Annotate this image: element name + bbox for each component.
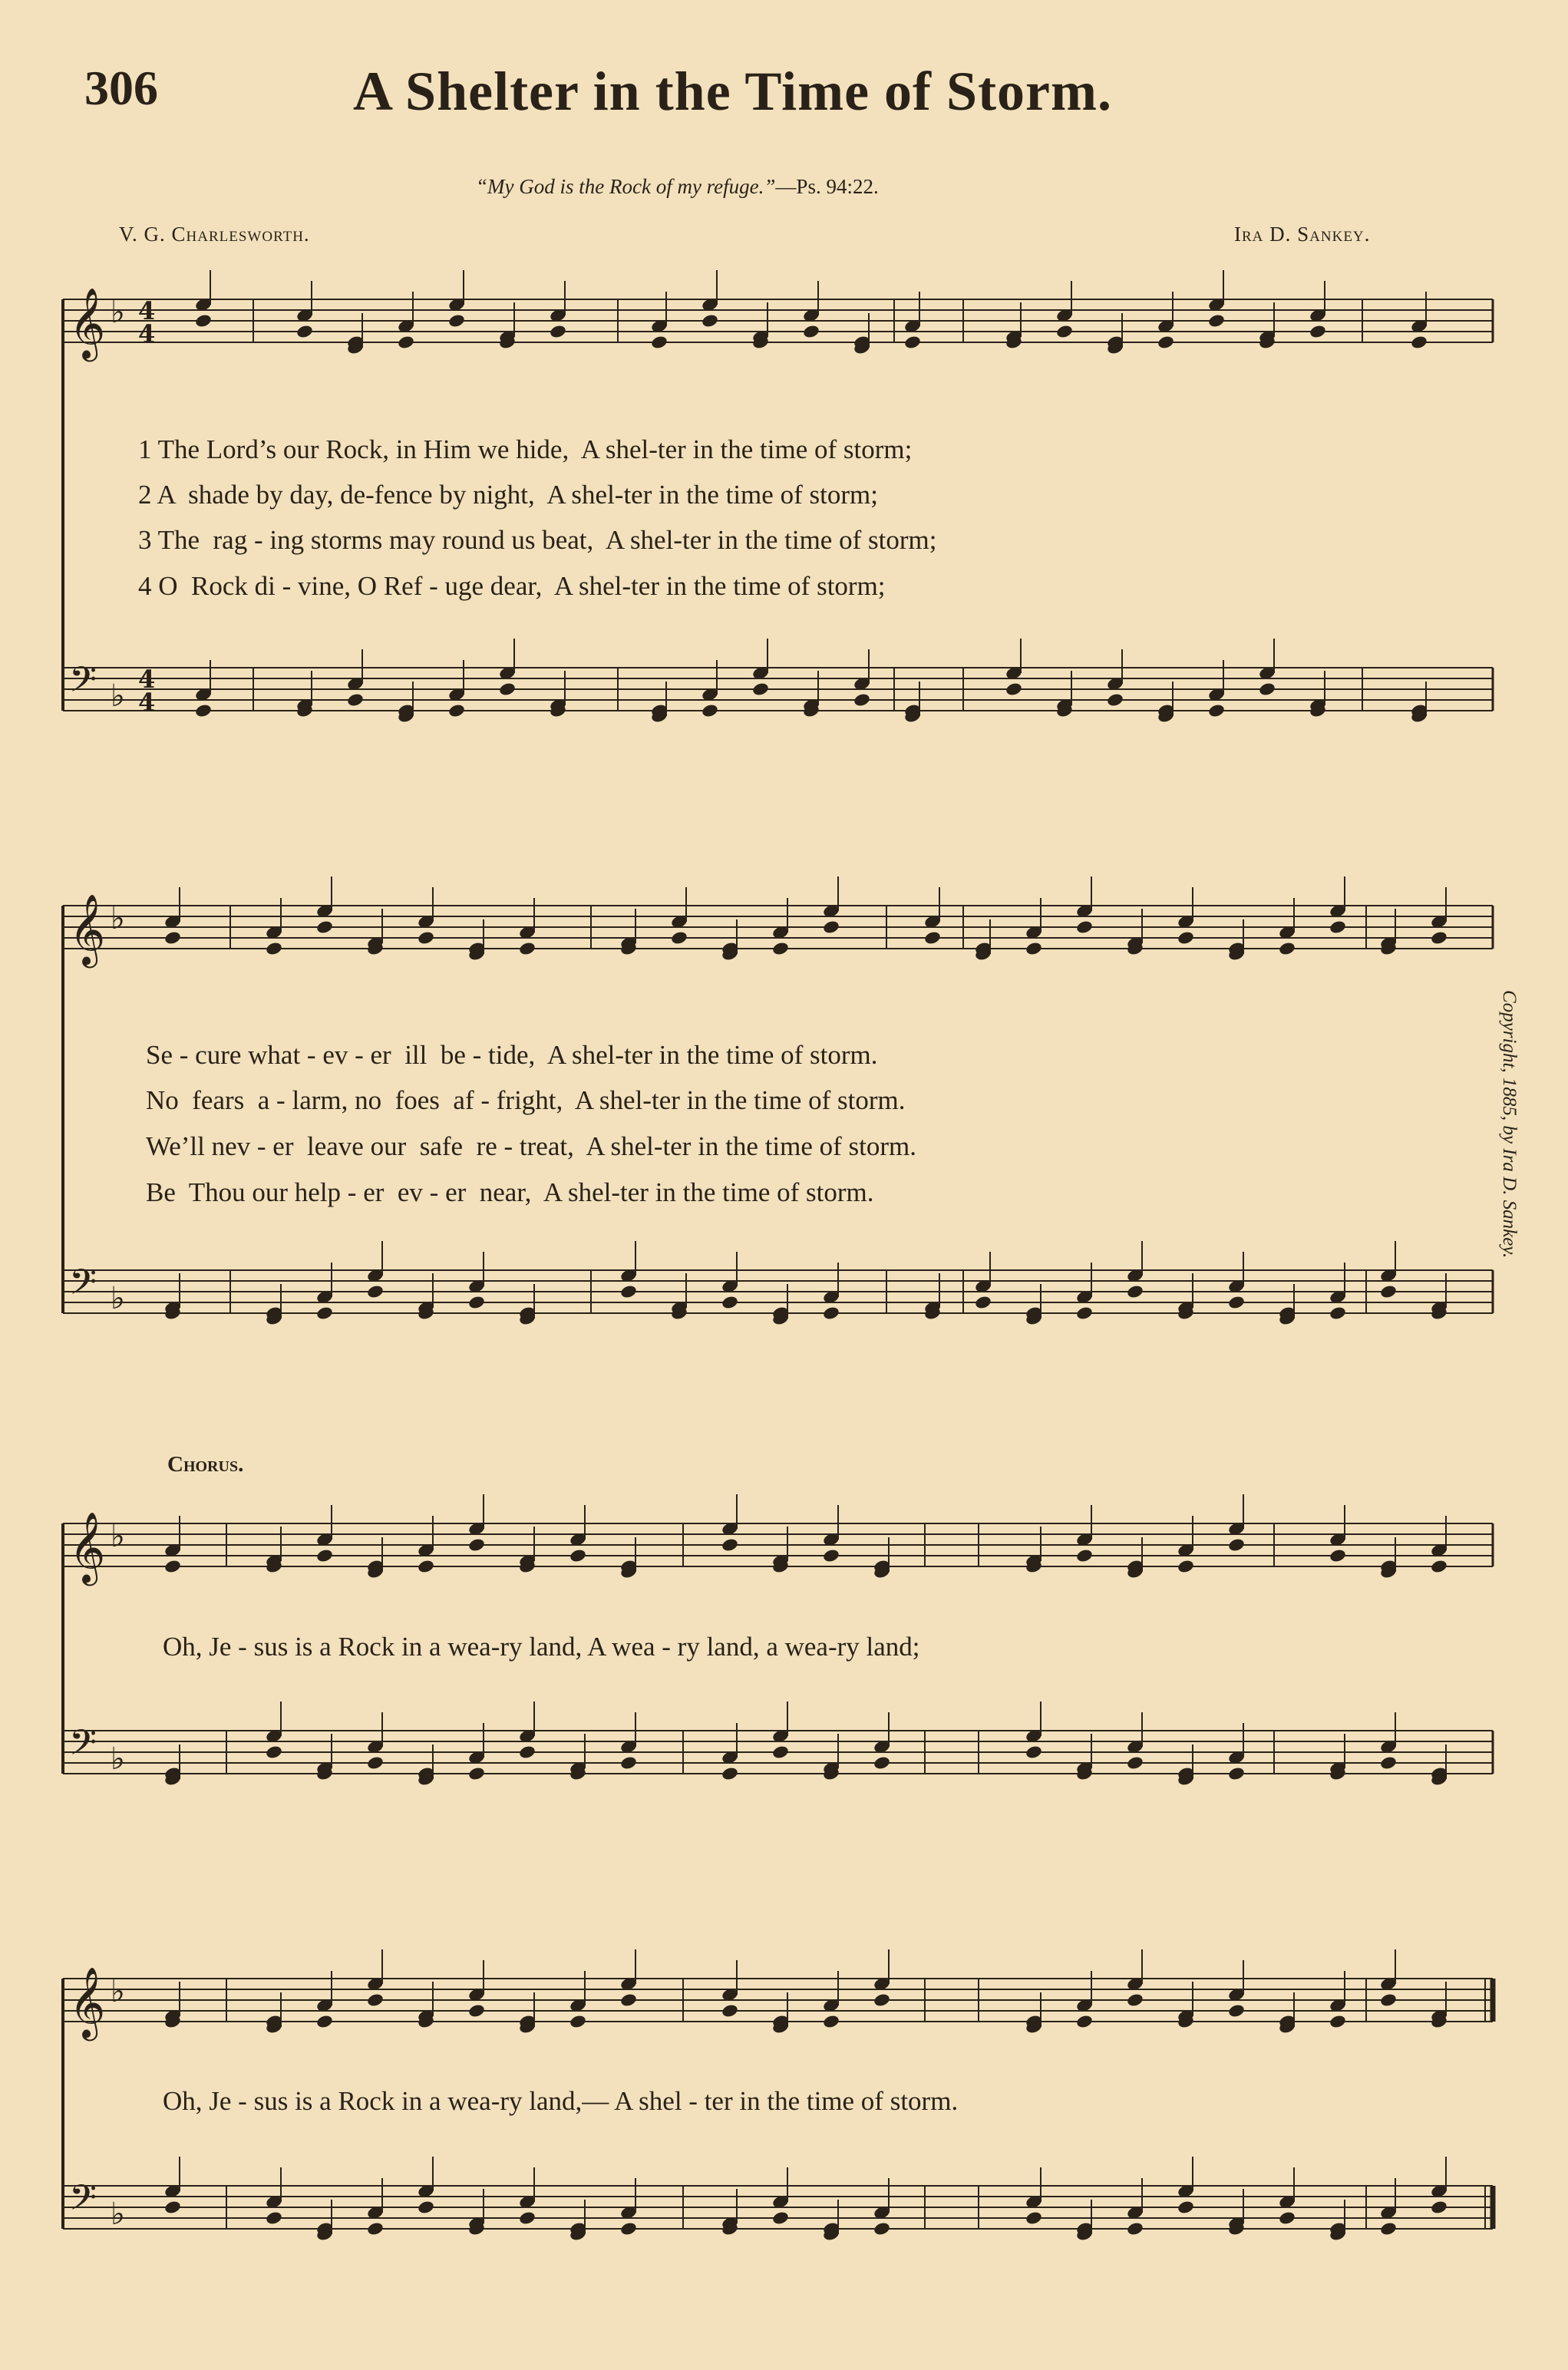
treble-clef-icon: 𝄞 [69, 1966, 106, 2038]
author-credit: V. G. Charlesworth. [119, 223, 310, 246]
note-head [771, 1744, 790, 1760]
note-head [498, 682, 517, 697]
flat-key-signature-icon: ♭ [111, 1519, 125, 1554]
note-head [721, 1295, 739, 1310]
note-head [771, 941, 790, 956]
note-head [366, 1755, 385, 1771]
flat-key-signature-icon: ♭ [111, 1741, 125, 1777]
note-head [822, 919, 840, 935]
note-head [771, 2210, 790, 2226]
note-head [670, 930, 688, 946]
bass-clef-icon: 𝄢 [69, 659, 97, 709]
note-head [903, 335, 922, 350]
time-signature-top: 4 [138, 665, 156, 694]
chorus-label: Chorus. [167, 1452, 244, 1477]
note-head [1126, 2221, 1144, 2236]
verse-1-line-2: Se - cure what - ev - er ill be - tide, A shel-ter in the time of storm. [146, 1040, 878, 1070]
note-head [923, 930, 942, 946]
note-head [518, 941, 536, 956]
note-head [853, 692, 871, 708]
note-head [194, 703, 213, 718]
flat-key-signature-icon: ♭ [111, 295, 125, 330]
composer-credit: Ira D. Sankey. [1234, 223, 1371, 246]
note-head [1430, 2200, 1448, 2215]
note-head [1005, 682, 1023, 697]
note-head [366, 1992, 385, 2008]
note-head [265, 1744, 283, 1760]
verse-2-line-1: 2 A shade by day, de-fence by night, A shel-ter in the time of storm; [138, 480, 878, 510]
verse-4-line-2: Be Thou our help - er ev - er near, A shel-ter in the time of storm. [146, 1177, 874, 1207]
note-head [265, 2210, 283, 2226]
note-head [397, 335, 415, 350]
note-head [1106, 692, 1124, 708]
note-head [1309, 324, 1327, 339]
time-signature-bottom: 4 [138, 688, 156, 717]
epigraph-reference: —Ps. 94:22. [775, 175, 879, 198]
bass-clef-icon: 𝄢 [69, 2177, 97, 2227]
hymn-title: A Shelter in the Time of Storm. [353, 61, 1112, 122]
note-head [650, 335, 668, 350]
note-head [467, 1766, 486, 1781]
chorus-line-1: Oh, Je - sus is a Rock in a wea-ry land, A wea - ry land, a wea-ry land; [163, 1632, 920, 1662]
note-head [1177, 1559, 1195, 1574]
note-head [1126, 1992, 1144, 2008]
treble-clef-icon: 𝄞 [69, 893, 106, 965]
note-head [194, 313, 213, 328]
note-head [822, 2014, 840, 2029]
note-head [315, 1305, 334, 1321]
note-head [1329, 919, 1347, 935]
note-head [1278, 941, 1296, 956]
note-head [1157, 335, 1175, 350]
flat-key-signature-icon: ♭ [111, 901, 125, 936]
note-head [822, 1305, 840, 1321]
note-head [1329, 1548, 1347, 1563]
note-head [1075, 1548, 1094, 1563]
note-head [1177, 2200, 1195, 2215]
note-head [974, 1295, 992, 1310]
note-head [417, 930, 435, 946]
note-head [1379, 1755, 1398, 1771]
note-head [619, 2221, 638, 2236]
note-head [1075, 919, 1094, 935]
note-head [467, 2003, 486, 2018]
note-head [1227, 1295, 1246, 1310]
note-head [1329, 2014, 1347, 2029]
note-head [163, 1559, 182, 1574]
note-head [1379, 2221, 1398, 2236]
note-head [619, 1755, 638, 1771]
bass-clef-icon: 𝄢 [69, 1722, 97, 1772]
note-head [1207, 703, 1226, 718]
note-head [346, 692, 365, 708]
note-head [721, 2003, 739, 2018]
note-head [1025, 2210, 1043, 2226]
note-head [873, 1992, 891, 2008]
note-head [1227, 1537, 1246, 1553]
note-head [265, 941, 283, 956]
note-head [315, 2014, 334, 2029]
note-head [1379, 1284, 1398, 1299]
note-head [619, 1284, 638, 1299]
note-head [1025, 941, 1043, 956]
note-head [315, 919, 334, 935]
note-head [751, 682, 770, 697]
note-head [1207, 313, 1226, 328]
note-head [1055, 324, 1074, 339]
note-head [1410, 335, 1428, 350]
note-head [1379, 1992, 1398, 2008]
chorus-line-2: Oh, Je - sus is a Rock in a wea-ry land,— A shel - ter in the time of storm. [163, 2086, 959, 2116]
flat-key-signature-icon: ♭ [111, 2197, 125, 2232]
note-head [1227, 1766, 1246, 1781]
flat-key-signature-icon: ♭ [111, 1974, 125, 2009]
note-head [1025, 1744, 1043, 1760]
note-head [701, 313, 719, 328]
verse-4-line-1: 4 O Rock di - vine, O Ref - uge dear, A shel-ter in the time of storm; [138, 571, 886, 601]
note-head [366, 2221, 385, 2236]
note-head [1177, 930, 1195, 946]
bass-clef-icon: 𝄢 [69, 1262, 97, 1312]
epigraph-quote: “My God is the Rock of my refuge.” [476, 175, 776, 198]
note-head [467, 1537, 486, 1553]
note-head [1430, 930, 1448, 946]
note-head [721, 1766, 739, 1781]
note-head [366, 1284, 385, 1299]
time-signature-bottom: 4 [138, 319, 156, 348]
note-head [873, 2221, 891, 2236]
note-head [1126, 1755, 1144, 1771]
flat-key-signature-icon: ♭ [111, 678, 125, 714]
note-head [569, 2014, 587, 2029]
note-head [1430, 1559, 1448, 1574]
verse-1-line-1: 1 The Lord’s our Rock, in Him we hide, A shel-ter in the time of storm; [138, 434, 913, 464]
note-head [417, 2200, 435, 2215]
note-head [1329, 1305, 1347, 1321]
hymn-number: 306 [84, 61, 158, 115]
time-signature-top: 4 [138, 296, 156, 325]
note-head [822, 1548, 840, 1563]
note-head [295, 324, 314, 339]
note-head [163, 2200, 182, 2215]
note-head [873, 1755, 891, 1771]
copyright-notice: Copyright, 1885, by Ira D. Sankey. [1499, 990, 1520, 1259]
note-head [163, 930, 182, 946]
flat-key-signature-icon: ♭ [111, 1281, 125, 1316]
note-head [619, 1992, 638, 2008]
note-head [447, 703, 466, 718]
note-head [1075, 2014, 1094, 2029]
note-head [518, 1744, 536, 1760]
note-head [315, 1548, 334, 1563]
note-head [447, 313, 466, 328]
note-head [1227, 2003, 1246, 2018]
note-head [721, 1537, 739, 1553]
verse-3-line-1: 3 The rag - ing storms may round us beat, A shel-ter in the time of storm; [138, 525, 937, 555]
verse-2-line-2: No fears a - larm, no foes af - fright, A shel-ter in the time of storm. [146, 1085, 906, 1115]
note-head [467, 1295, 486, 1310]
note-head [1278, 2210, 1296, 2226]
note-head [701, 703, 719, 718]
note-head [1126, 1284, 1144, 1299]
verse-3-line-2: We’ll nev - er leave our safe re - treat, A shel-ter in the time of storm. [146, 1131, 917, 1161]
note-head [1258, 682, 1276, 697]
note-head [1075, 1305, 1094, 1321]
note-head [549, 324, 567, 339]
note-head [518, 2210, 536, 2226]
note-head [569, 1548, 587, 1563]
note-head [802, 324, 820, 339]
note-head [417, 1559, 435, 1574]
treble-clef-icon: 𝄞 [69, 1511, 106, 1583]
treble-clef-icon: 𝄞 [69, 287, 106, 358]
